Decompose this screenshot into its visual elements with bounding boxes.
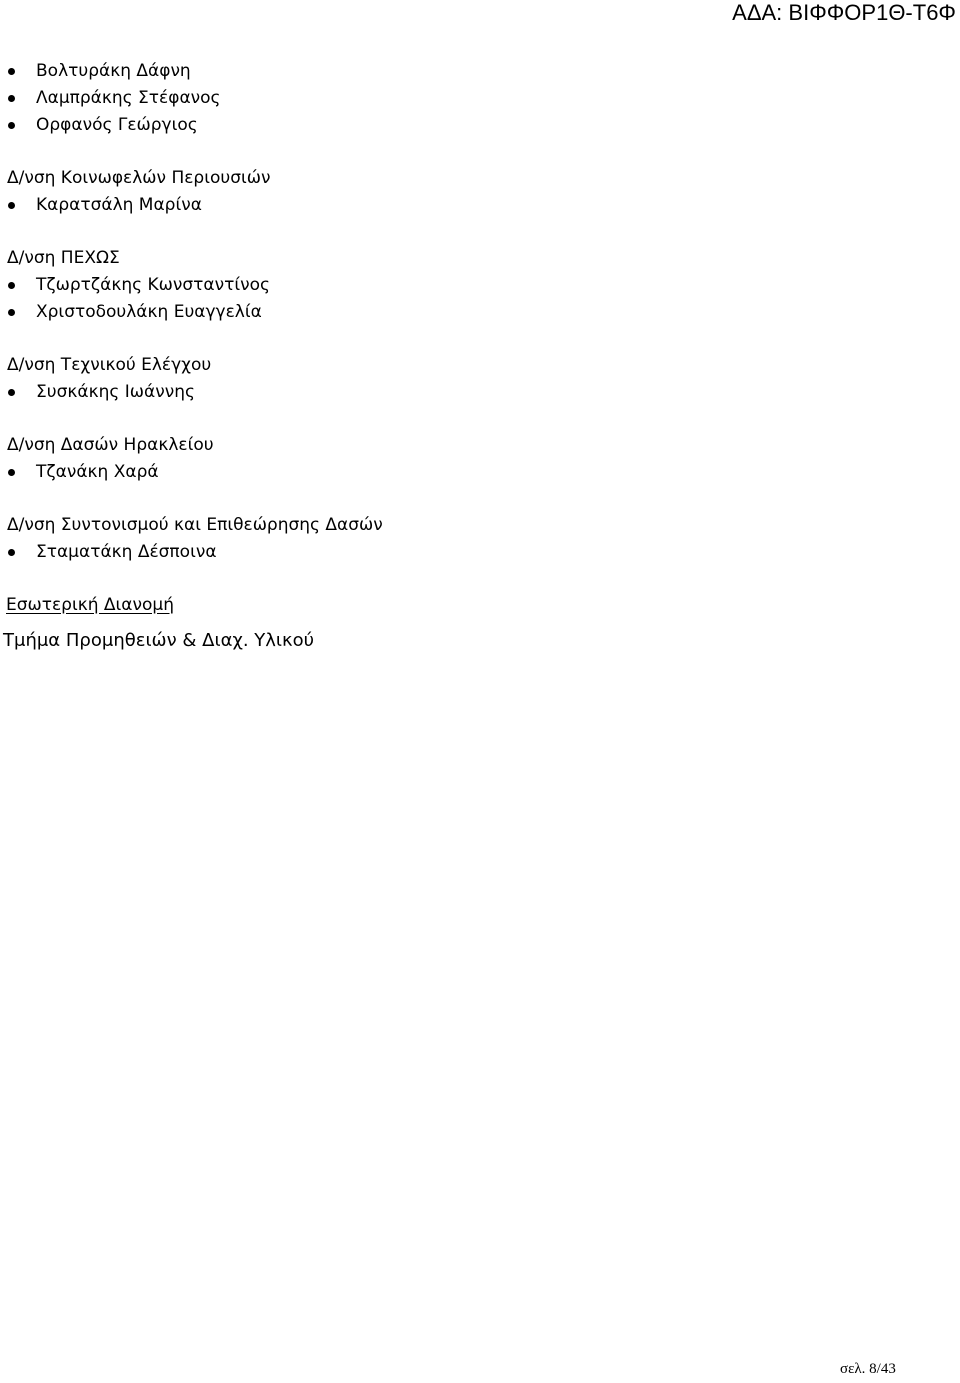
recipient-list <box>7 192 907 219</box>
bullet-icon <box>8 202 15 209</box>
recipient-name: Χριστοδουλάκη Ευαγγελία <box>36 302 262 322</box>
recipient-item <box>7 539 907 566</box>
page-number: σελ. 8/43 <box>840 1361 896 1377</box>
recipient-name: Ορφανός Γεώργιος <box>36 115 198 135</box>
recipient-item <box>7 299 907 326</box>
recipient-name: Βολτυράκη Δάφνη <box>36 61 191 81</box>
recipient-group <box>7 432 907 486</box>
internal-distribution-title: Εσωτερική Διανομή <box>6 595 174 615</box>
bullet-icon <box>8 549 15 556</box>
recipient-item <box>7 192 907 219</box>
recipient-group <box>7 165 907 219</box>
recipient-group <box>7 352 907 406</box>
recipient-list <box>7 539 907 566</box>
recipient-item <box>7 272 907 299</box>
directorate-title: Δ/νση Κοινωφελών Περιουσιών <box>7 168 271 188</box>
document-body <box>3 58 907 654</box>
bullet-icon <box>8 282 15 289</box>
recipient-group <box>7 512 907 566</box>
bullet-icon <box>8 389 15 396</box>
bullet-icon <box>8 95 15 102</box>
recipient-list <box>7 58 907 139</box>
directorate-title: Δ/νση Τεχνικού Ελέγχου <box>7 355 212 375</box>
bullet-icon <box>8 469 15 476</box>
recipient-name: Συσκάκης Ιωάννης <box>36 382 195 402</box>
recipient-group <box>7 245 907 326</box>
recipient-name: Σταματάκη Δέσποινα <box>36 542 217 562</box>
recipient-item <box>7 459 907 486</box>
bullet-icon <box>8 68 15 75</box>
recipient-item <box>7 112 907 139</box>
recipient-name: Τζανάκη Χαρά <box>36 462 159 482</box>
bullet-icon <box>8 122 15 129</box>
recipient-name: Τζωρτζάκης Κωνσταντίνος <box>36 275 270 295</box>
recipient-list <box>7 379 907 406</box>
recipient-item <box>7 379 907 406</box>
directorate-title: Δ/νση Συντονισμού και Επιθεώρησης Δασών <box>7 515 383 535</box>
recipient-name: Λαμπράκης Στέφανος <box>36 88 221 108</box>
recipient-list <box>7 272 907 326</box>
recipient-group <box>7 58 907 139</box>
recipient-item <box>7 58 907 85</box>
directorate-title: Δ/νση Δασών Ηρακλείου <box>7 435 214 455</box>
recipient-list <box>7 459 907 486</box>
bullet-icon <box>8 309 15 316</box>
internal-distribution-item: Τμήμα Προμηθειών & Διαχ. Υλικού <box>3 630 315 651</box>
recipient-name: Καρατσάλη Μαρίνα <box>36 195 202 215</box>
recipient-item <box>7 85 907 112</box>
ada-header: ΑΔΑ: ΒΙΦΦΟΡ1Θ-Τ6Φ <box>732 0 956 25</box>
directorate-title: Δ/νση ΠΕΧΩΣ <box>7 248 120 268</box>
